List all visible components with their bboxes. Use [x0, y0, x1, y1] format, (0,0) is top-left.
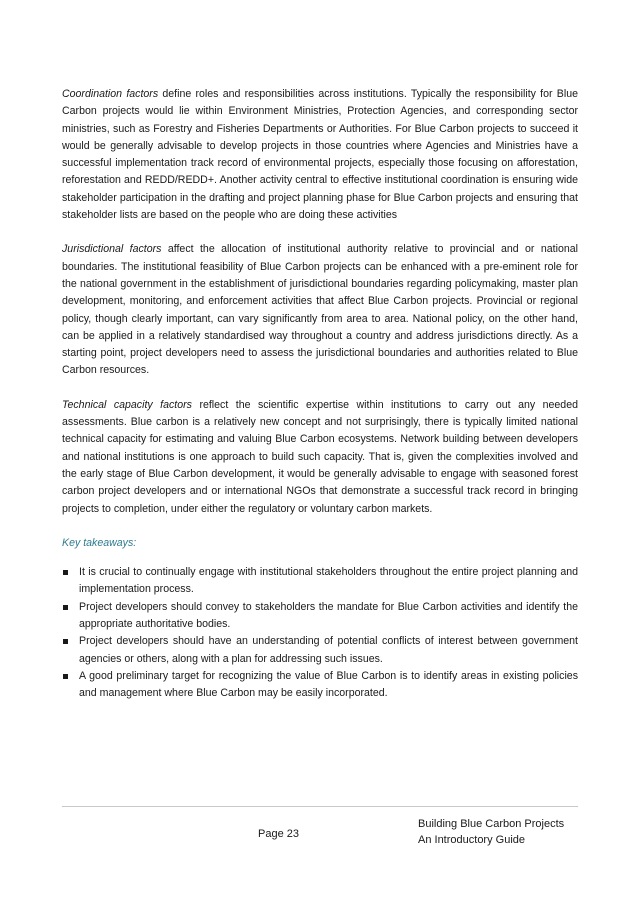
- list-item: [62, 668, 578, 703]
- list-item: [62, 599, 578, 634]
- paragraph-body: define roles and responsibilities across institutions. Typically the responsibility for Blue Carbon projects would lie within Environment Ministries, Protection Agencies, and corresponding sector ministries, such as Forestry and Fisheries Departments or Authorities. For Blue Carbon projects to succeed it would be generally advisable to develop projects in those countries where Agencies and Ministries have a successful implementation track record of environmental projects, especially those focusing on afforestation, reforestation and REDD/REDD+. Another activity central to effective institutional coordination is ensuring wide stakeholder participation in the drafting and project planning phase for Blue Carbon projects and ensuring that stakeholder lists are based on the people who are doing these activities: [62, 88, 579, 222]
- main-content: [62, 86, 578, 703]
- footer-divider: [62, 806, 578, 807]
- list-item-text: A good preliminary target for recognizing the value of Blue Carbon is to identify areas in existing policies and management where Blue Carbon may be easily incorporated.: [79, 669, 578, 700]
- footer-title-line: Building Blue Carbon Projects: [418, 818, 565, 830]
- paragraph-body: reflect the scientific expertise within institutions to carry out any needed assessments. Blue carbon is a relatively new concept and not surprisingly, there is typically limited national technical capacity for estimating and valuing Blue Carbon ecosystems. Network building between developers and national institutions is one approach to build such capacity. That is, given the complexities involved and the early stage of Blue Carbon development, it would be generally advisable to engage with seasoned forest carbon project developers and or international NGOs that demonstrate a successful track record in bringing projects to completion, under either the regulatory or voluntary carbon markets.: [62, 398, 578, 515]
- key-takeaways-heading: Key takeaways:: [62, 536, 137, 549]
- list-item-text: Project developers should convey to stakeholders the mandate for Blue Carbon activities and identify the appropriate authoritative bodies.: [79, 600, 578, 631]
- paragraph-lead: Coordination factors: [62, 88, 159, 100]
- square-bullet-icon: [63, 674, 68, 679]
- paragraph-jurisdictional-factors: [62, 241, 578, 379]
- list-item: [62, 564, 578, 599]
- square-bullet-icon: [63, 570, 68, 575]
- paragraph-lead: Technical capacity factors: [62, 398, 192, 411]
- square-bullet-icon: [63, 639, 68, 644]
- page-number: Page 23: [258, 828, 299, 840]
- paragraph-lead: Jurisdictional factors: [62, 243, 162, 256]
- square-bullet-icon: [63, 605, 68, 610]
- list-item-text: It is crucial to continually engage with institutional stakeholders throughout the entire project planning and implementation process.: [79, 566, 578, 596]
- footer-document-title: [418, 816, 564, 848]
- list-item-text: Project developers should have an understanding of potential conflicts of interest between government agencies or others, along with a plan for addressing such issues.: [79, 635, 578, 665]
- paragraph-coordination-factors: [62, 86, 578, 224]
- footer-subtitle-line: An Introductory Guide: [418, 834, 526, 846]
- list-item: [62, 633, 578, 668]
- paragraph-technical-capacity-factors: [62, 397, 578, 518]
- key-takeaways-list: [62, 564, 578, 702]
- paragraph-body: affect the allocation of institutional authority relative to provincial and or national boundaries. The institutional feasibility of Blue Carbon projects can be enhanced with a pre-eminent role for the national government in the establishment of jurisdictional boundaries regarding policymaking, master plan development, monitoring, and enforcement activities that affect Blue Carbon projects. Provincial or regional policy, though clearly important, can vary significantly from area to area. National policy, on the other hand, can be applied in a relatively standardised way throughout a country and address jurisdictions directly. As a starting point, project developers need to assess the jurisdictional boundaries and authorities related to Blue Carbon resources.: [62, 243, 578, 377]
